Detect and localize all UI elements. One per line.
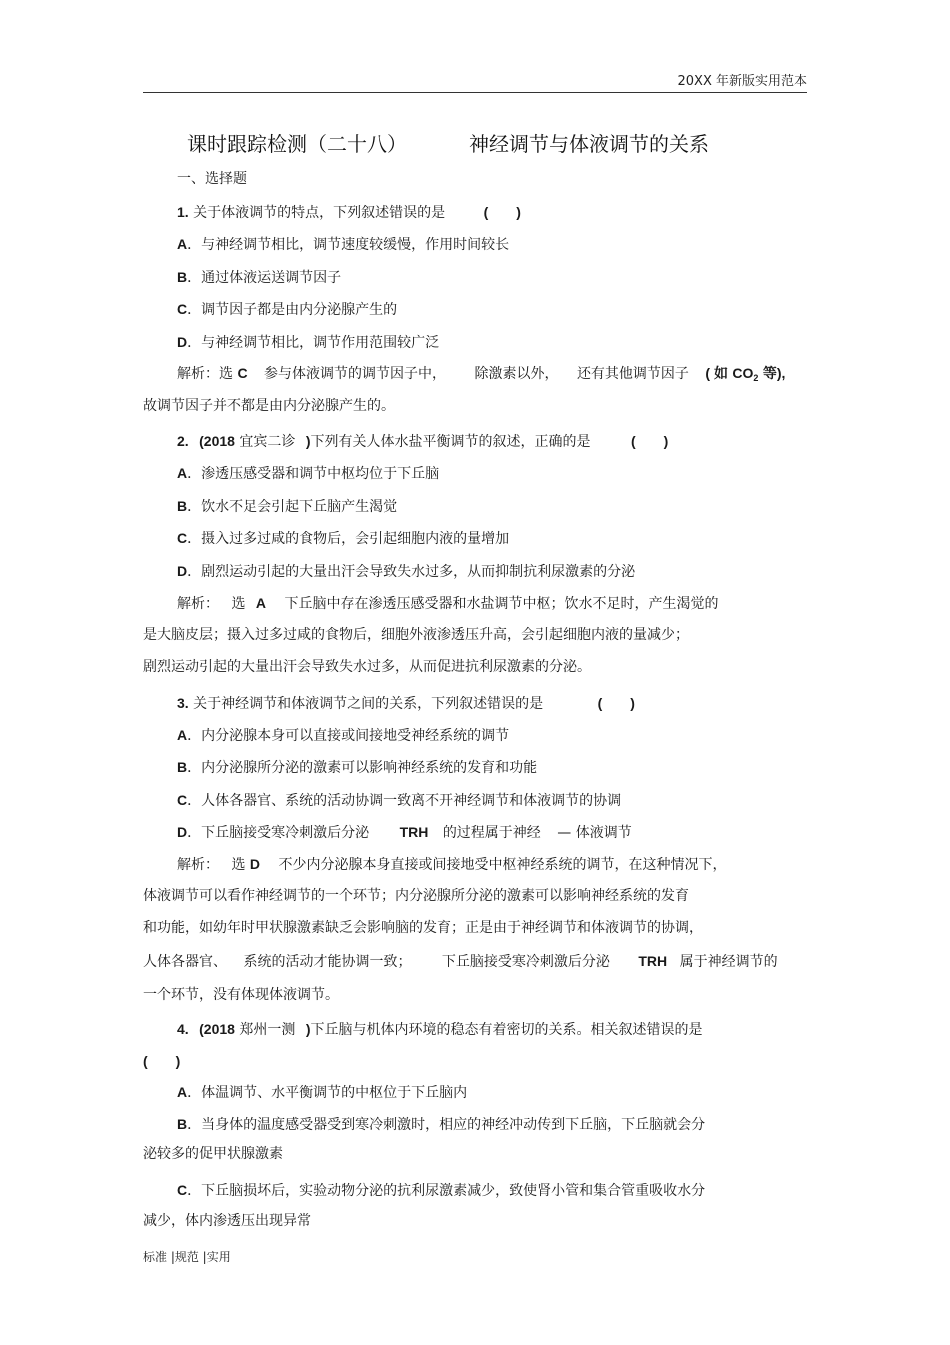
section-heading: 一、选择题: [177, 171, 247, 187]
question-2-option-b: [177, 497, 397, 516]
explanation-text: 参与体液调节的调节因子中，: [264, 366, 447, 382]
answer-letter: C: [237, 365, 248, 381]
question-number: 4.: [177, 1021, 189, 1037]
option-text: ．渗透压感受器和调节中枢均位于下丘脑: [187, 466, 440, 482]
option-label: A: [177, 465, 188, 481]
option-text: ．内分泌腺本身可以直接或间接地受神经系统的调节: [187, 728, 510, 744]
formula-co2: [732, 365, 758, 381]
question-number: 3.: [177, 695, 189, 711]
question-source: 郑州一测: [239, 1022, 296, 1038]
question-2-explanation: [177, 594, 718, 613]
header-note: 20XX 年新版实用范本: [677, 74, 807, 89]
question-1-stem: [177, 203, 521, 222]
option-text: ．下丘脑接受寒冷刺激后分泌: [187, 825, 370, 841]
option-label: D: [177, 334, 188, 350]
title-part-2: 神经调节与体液调节的关系: [469, 132, 709, 156]
question-1-option-c: [177, 300, 397, 319]
explanation-text: 选: [231, 596, 246, 612]
explanation-text: ( 如: [705, 365, 728, 381]
question-3-option-a: [177, 726, 509, 745]
explanation-text: 还有其他调节因子: [576, 366, 689, 382]
option-text: ．饮水不足会引起下丘脑产生渴觉: [187, 499, 398, 515]
explanation-text: 除激素以外，: [474, 366, 559, 382]
option-text: ．当身体的温度感受器受到寒冷刺激时，相应的神经冲动传到下丘脑，下丘脑就会分: [187, 1117, 706, 1133]
question-4-option-c-line-2: 减少，体内渗透压出现异常: [143, 1213, 311, 1229]
formula-base: CO: [732, 365, 754, 381]
explanation-text: 选: [231, 857, 246, 873]
question-1-option-b: [177, 268, 341, 287]
question-3-explanation-line-3: 和功能，如幼年时甲状腺激素缺乏会影响脑的发育；正是由于神经调节和体液调节的协调，: [143, 920, 703, 936]
question-number: 2.: [177, 433, 189, 449]
option-label: B: [177, 759, 188, 775]
answer-blank: ( ): [483, 204, 521, 220]
option-label: D: [177, 824, 188, 840]
page-title: [187, 128, 709, 157]
answer-blank-text: ( ): [143, 1053, 181, 1069]
option-text: ．摄入过多过咸的食物后，会引起细胞内液的量增加: [187, 531, 510, 547]
question-2-explanation-line-3: 剧烈运动引起的大量出汗会导致失水过多，从而促进抗利尿激素的分泌。: [143, 659, 591, 675]
question-source: 宜宾二诊: [239, 434, 296, 450]
explanation-label: 解析：选: [177, 366, 233, 382]
option-text: 的过程属于神经: [442, 825, 541, 841]
question-3-option-d: [177, 823, 632, 842]
title-part-1: 课时跟踪检测（二十八）: [187, 132, 407, 156]
question-2-option-d: [177, 562, 635, 581]
question-1-explanation: [177, 364, 785, 387]
question-source: (2018: [199, 1021, 235, 1037]
formula-subscript: 2: [753, 373, 759, 383]
option-text: ．调节因子都是由内分泌腺产生的: [187, 302, 398, 318]
answer-blank: ( ): [630, 433, 669, 449]
option-label: C: [177, 530, 188, 546]
option-label: C: [177, 1182, 188, 1198]
answer-blank: [143, 1052, 180, 1071]
explanation-text: 属于神经调节的: [679, 954, 778, 970]
question-text: 关于体液调节的特点，下列叙述错误的是: [193, 205, 446, 221]
explanation-text: 等),: [762, 365, 786, 381]
option-label: C: [177, 792, 188, 808]
option-text: ．剧烈运动引起的大量出汗会导致失水过多，从而抑制抗利尿激素的分泌: [187, 564, 636, 580]
question-source: ): [305, 433, 311, 449]
option-label: B: [177, 269, 188, 285]
answer-letter: A: [255, 595, 267, 611]
option-text: ．与神经调节相比，调节作用范围较广泛: [187, 335, 440, 351]
question-1-option-d: [177, 333, 439, 352]
answer-blank: ( ): [597, 695, 635, 711]
explanation-text: 人体各器官、: [143, 954, 227, 970]
question-1-explanation-line-2: 故调节因子并不都是由内分泌腺产生的。: [143, 398, 395, 414]
explanation-text: 下丘脑接受寒冷刺激后分泌: [441, 954, 610, 970]
explanation-label: 解析：: [177, 857, 219, 873]
question-3-option-b: [177, 758, 537, 777]
header-divider: [143, 92, 807, 93]
option-label: B: [177, 498, 188, 514]
option-label: A: [177, 236, 188, 252]
option-label: A: [177, 1084, 188, 1100]
question-number: 1.: [177, 204, 189, 220]
option-text: ．通过体液运送调节因子: [187, 270, 342, 286]
hormone-abbr: TRH: [638, 953, 668, 969]
option-label: B: [177, 1116, 188, 1132]
option-text: ．体温调节、水平衡调节的中枢位于下丘脑内: [187, 1085, 468, 1101]
question-source: ): [305, 1021, 311, 1037]
question-text: 关于神经调节和体液调节之间的关系，下列叙述错误的是: [193, 696, 544, 712]
explanation-text: 系统的活动才能协调一致；: [243, 954, 412, 970]
option-text: — 体液调节: [557, 825, 632, 841]
question-4-option-c: [177, 1181, 705, 1200]
question-2-option-c: [177, 529, 509, 548]
question-4-stem: [177, 1020, 703, 1039]
question-3-explanation-line-4: [143, 952, 778, 971]
question-1-option-a: [177, 235, 509, 254]
question-2-stem: [177, 432, 668, 451]
question-3-stem: [177, 694, 635, 713]
answer-letter: D: [249, 856, 261, 872]
option-text: ．人体各器官、系统的活动协调一致离不开神经调节和体液调节的协调: [187, 793, 622, 809]
question-source: (2018: [199, 433, 235, 449]
explanation-text: 下丘脑中存在渗透压感受器和水盐调节中枢；饮水不足时，产生渴觉的: [284, 596, 719, 612]
option-label: D: [177, 563, 188, 579]
question-4-option-b: [177, 1115, 705, 1134]
question-2-option-a: [177, 464, 439, 483]
question-3-option-c: [177, 791, 621, 810]
explanation-text: 不少内分泌腺本身直接或间接地受中枢神经系统的调节，在这种情况下，: [278, 857, 727, 873]
question-4-option-a: [177, 1083, 467, 1102]
option-text: ．内分泌腺所分泌的激素可以影响神经系统的发育和功能: [187, 760, 538, 776]
hormone-abbr: TRH: [399, 824, 429, 840]
question-text: 下列有关人体水盐平衡调节的叙述，正确的是: [310, 434, 591, 450]
option-text: ．与神经调节相比，调节速度较缓慢，作用时间较长: [187, 237, 510, 253]
question-3-explanation-line-2: 体液调节可以看作神经调节的一个环节；内分泌腺所分泌的激素可以影响神经系统的发育: [143, 888, 689, 904]
option-text: ．下丘脑损坏后，实验动物分泌的抗利尿激素减少，致使肾小管和集合管重吸收水分: [187, 1183, 706, 1199]
question-3-explanation-line-5: 一个环节，没有体现体液调节。: [143, 987, 339, 1003]
question-text: 下丘脑与机体内环境的稳态有着密切的关系。相关叙述错误的是: [310, 1022, 703, 1038]
question-2-explanation-line-2: 是大脑皮层；摄入过多过咸的食物后，细胞外液渗透压升高，会引起细胞内液的量减少；: [143, 627, 689, 643]
option-label: C: [177, 301, 188, 317]
question-4-option-b-line-2: 泌较多的促甲状腺激素: [143, 1146, 283, 1162]
question-3-explanation: [177, 855, 726, 874]
explanation-label: 解析：: [177, 596, 219, 612]
footer-note: 标准 |规范 |实用: [143, 1250, 231, 1264]
option-label: A: [177, 727, 188, 743]
